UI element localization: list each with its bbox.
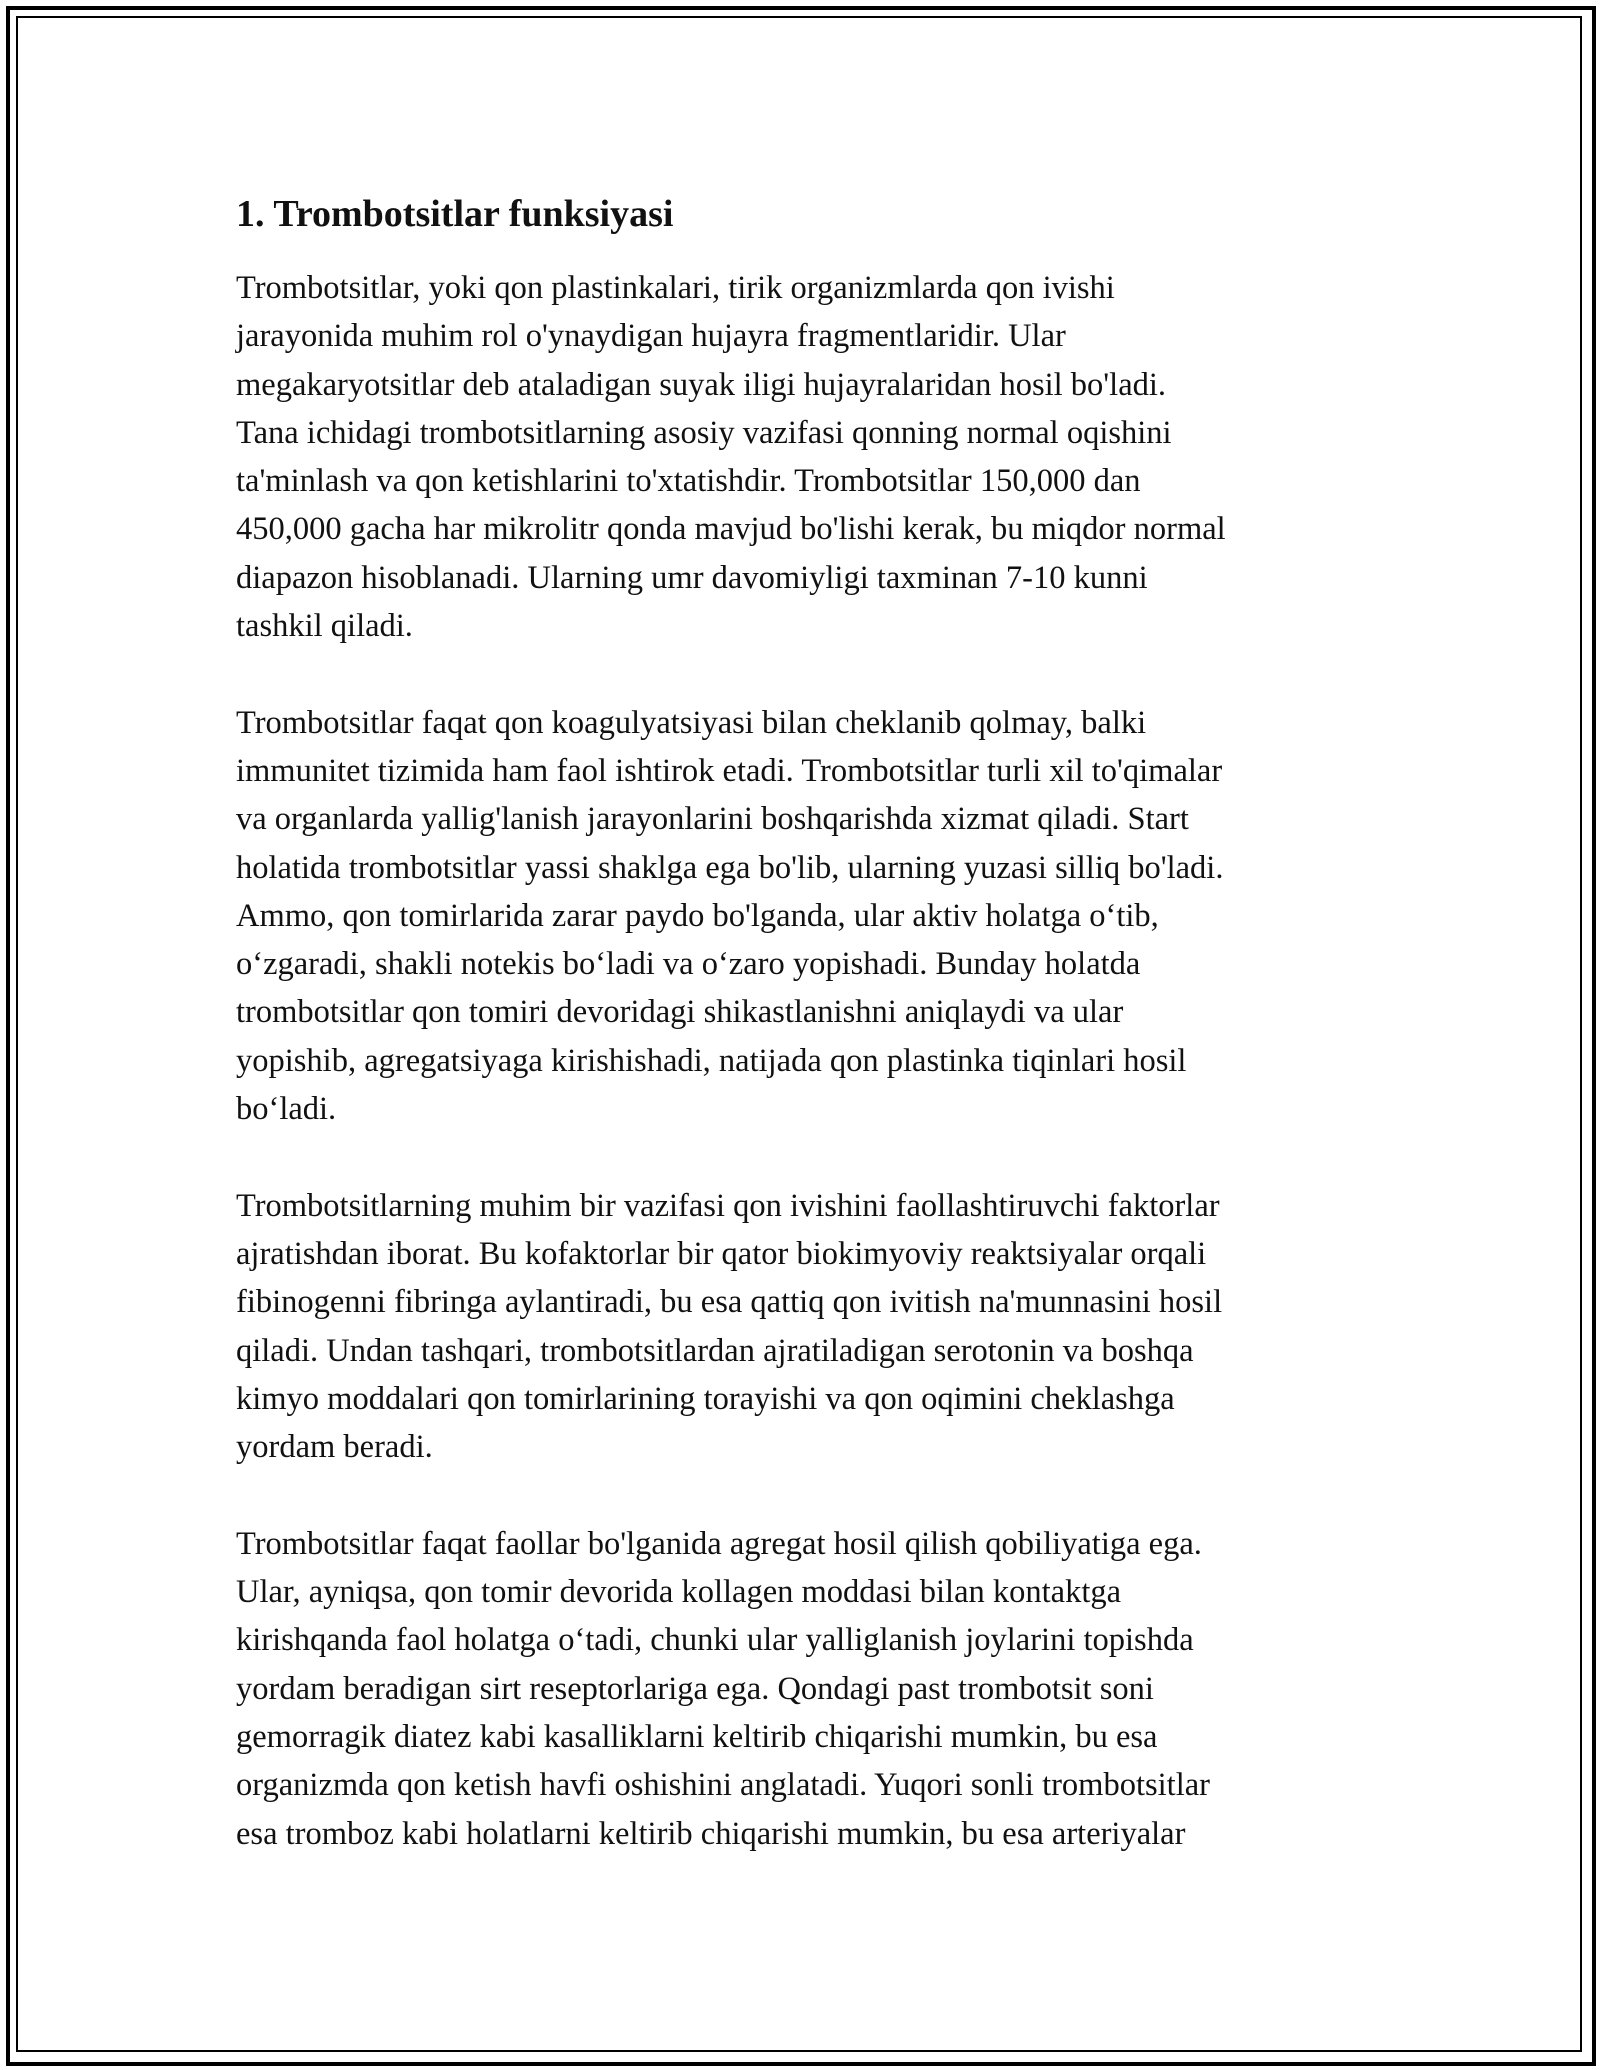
paragraph-4 <box>236 1520 1356 1858</box>
section-heading: 1. Trombotsitlar funksiyasi <box>236 193 674 235</box>
text-line: ajratishdan iborat. Bu kofaktorlar bir qator biokimyoviy reaktsiyalar orqali <box>236 1235 1207 1272</box>
text-line: yordam beradi. <box>236 1429 433 1466</box>
text-line: Ammo, qon tomirlarida zarar paydo bo'lganda, ular aktiv holatga o‘tib, <box>236 897 1159 934</box>
text-line: bo‘ladi. <box>236 1091 337 1128</box>
text-line: ta'minlash va qon ketishlarini to'xtatishdir. Trombotsitlar 150,000 dan <box>236 463 1141 500</box>
paragraph-1 <box>236 264 1356 650</box>
text-line: qiladi. Undan tashqari, trombotsitlardan ajratiladigan serotonin va boshqa <box>236 1332 1194 1369</box>
text-line: va organlarda yallig'lanish jarayonlarini boshqarishda xizmat qiladi. Start <box>236 801 1189 838</box>
text-line: 450,000 gacha har mikrolitr qonda mavjud bo'lishi kerak, bu miqdor normal <box>236 511 1226 548</box>
text-line: o‘zgaradi, shakli notekis bo‘ladi va o‘zaro yopishadi. Bunday holatda <box>236 946 1141 983</box>
paragraph-3 <box>236 1182 1356 1472</box>
text-line: tashkil qiladi. <box>236 608 413 645</box>
text-line: jarayonida muhim rol o'ynaydigan hujayra fragmentlaridir. Ular <box>236 318 1066 355</box>
text-line: immunitet tizimida ham faol ishtirok etadi. Trombotsitlar turli xil to'qimalar <box>236 752 1223 789</box>
text-line: Trombotsitlar faqat qon koagulyatsiyasi bilan cheklanib qolmay, balki <box>236 704 1147 741</box>
text-line: Trombotsitlar faqat faollar bo'lganida agregat hosil qilish qobiliyatiga ega. <box>236 1525 1202 1562</box>
text-line: Ular, ayniqsa, qon tomir devorida kollagen moddasi bilan kontaktga <box>236 1574 1122 1611</box>
text-line: holatida trombotsitlar yassi shaklga ega bo'lib, ularning yuzasi silliq bo'ladi. <box>236 849 1224 886</box>
text-line: gemorragik diatez kabi kasalliklarni keltirib chiqarishi mumkin, bu esa <box>236 1718 1158 1755</box>
text-line: kimyo moddalari qon tomirlarining torayishi va qon oqimini cheklashga <box>236 1380 1175 1417</box>
text-line: diapazon hisoblanadi. Ularning umr davomiyligi taxminan 7-10 kunni <box>236 559 1148 596</box>
text-line: Trombotsitlarning muhim bir vazifasi qon ivishini faollashtiruvchi faktorlar <box>236 1187 1220 1224</box>
paragraph-2 <box>236 699 1356 1134</box>
text-line: Tana ichidagi trombotsitlarning asosiy vazifasi qonning normal oqishini <box>236 414 1172 451</box>
text-line: megakaryotsitlar deb ataladigan suyak iligi hujayralaridan hosil bo'ladi. <box>236 366 1167 403</box>
text-line: Trombotsitlar, yoki qon plastinkalari, tirik organizmlarda qon ivishi <box>236 270 1115 306</box>
text-line: organizmda qon ketish havfi oshishini anglatadi. Yuqori sonli trombotsitlar <box>236 1767 1210 1804</box>
text-line: esa tromboz kabi holatlarni keltirib chiqarishi mumkin, bu esa arteriyalar <box>236 1815 1186 1852</box>
document-body <box>236 186 1356 1906</box>
text-line: kirishqanda faol holatga o‘tadi, chunki ular yalliglanish joylarini topishda <box>236 1622 1194 1659</box>
text-line: trombotsitlar qon tomiri devoridagi shikastlanishni aniqlaydi va ular <box>236 994 1124 1031</box>
text-line: yordam beradigan sirt reseptorlariga ega. Qondagi past trombotsit soni <box>236 1670 1154 1707</box>
text-line: fibinogenni fibringa aylantiradi, bu esa qattiq qon ivitish na'munnasini hosil <box>236 1284 1223 1321</box>
text-line: yopishib, agregatsiyaga kirishishadi, natijada qon plastinka tiqinlari hosil <box>236 1042 1187 1079</box>
